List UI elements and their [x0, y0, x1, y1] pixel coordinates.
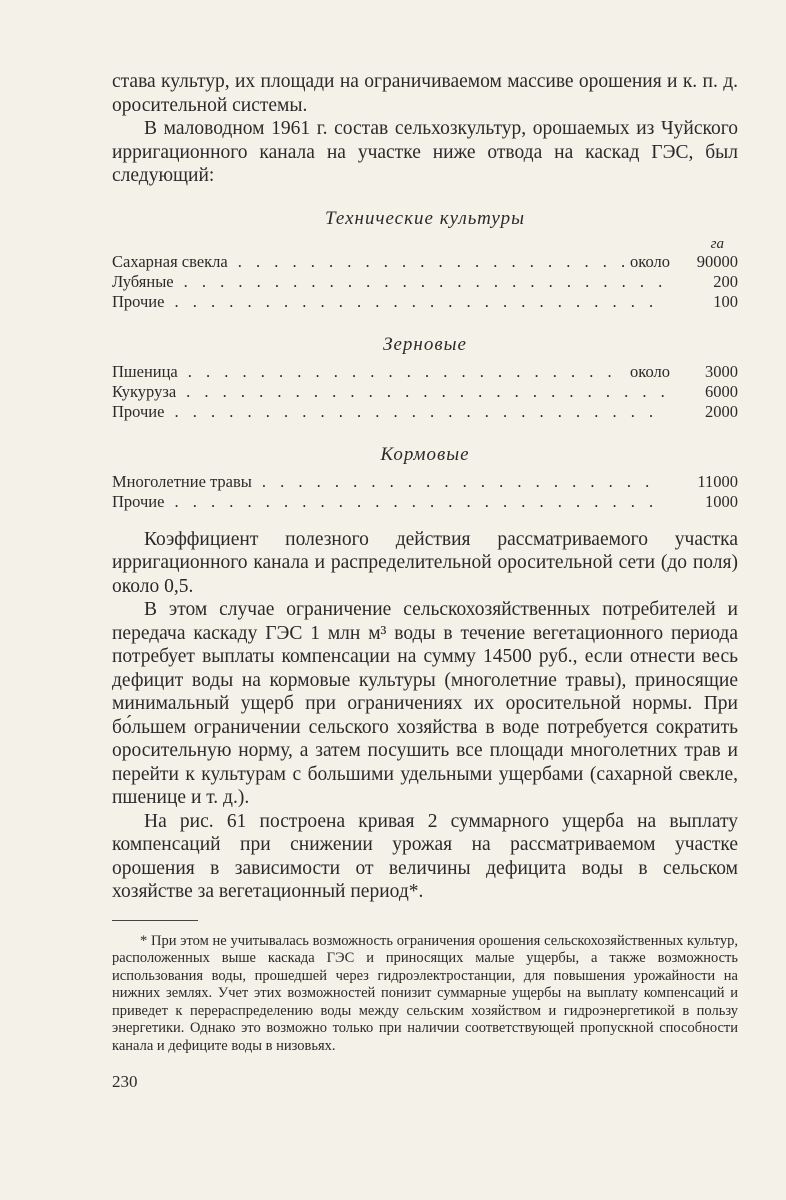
paragraph-figure: На рис. 61 построена кривая 2 суммарного ущерба на выплату компенсаций при снижении урожая на рассматриваемом участке орошения в зависимости от величины дефицита воды в сельском хозяйстве за вегетационный период*.: [112, 810, 738, 902]
crop-area: 90000: [696, 251, 738, 271]
table-technical: [112, 252, 738, 312]
table-row: [112, 272, 738, 292]
dot-leader: [186, 382, 664, 402]
crop-name: Прочие: [112, 491, 165, 511]
dot-leader: [174, 492, 664, 512]
crop-area: 100: [713, 291, 738, 311]
table-row: [112, 402, 738, 422]
dot-leader: [238, 252, 624, 272]
footnote: * При этом не учитывалась возможность ограничения орошения сельскохозяйственных культур, расположенных выше каскада ГЭС и приносящих малые ущербы, а также возможность использования воды, прошедшей через гидроэлектростанции, для повышения урожайности на нижних землях. Учет этих возможностей понизит суммарные ущербы на выплату компенсаций и приведет к перераспределению воды между сельским хозяйством и гидроэнергетикой в пользу энергетики. Однако это возможно только при наличии соответствующей пропускной способности канала и дефиците воды в низовьях.: [112, 932, 738, 1055]
table-row: [112, 362, 738, 382]
paragraph-restriction: В этом случае ограничение сельскохозяйственных потребителей и передача каскаду ГЭС 1 млн м³ воды в течение вегетационного периода потребует выплаты компенсации на сумму 14500 руб., если отнести весь дефицит воды на кормовые культуры (многолетние травы), приносящие минимальный ущерб при ограничениях их оросительной нормы. При бо́льшем ограничении сельского хозяйства в воде потребуется сократить оросительную норму, а затем посушить все площади многолетних трав и перейти к культурам с большими удельными ущербами (сахарной свекле, пшенице и т. д.).: [112, 599, 738, 808]
crop-name: Прочие: [112, 401, 165, 421]
section-title-technical: Технические культуры: [325, 207, 525, 229]
table-row: [112, 492, 738, 512]
table-row: [112, 472, 738, 492]
crop-name: Многолетние травы: [112, 471, 252, 491]
page-number: 230: [112, 1071, 138, 1091]
crop-name: Сахарная свекла: [112, 251, 228, 271]
dot-leader: [174, 402, 664, 422]
footnote-divider: [112, 920, 198, 921]
value-prefix: около: [630, 361, 670, 381]
crop-area: 2000: [705, 401, 738, 421]
page-content: [112, 70, 738, 1092]
crop-name: Кукуруза: [112, 381, 177, 401]
crop-area: 6000: [705, 381, 738, 401]
crop-name: Лубяные: [112, 271, 174, 291]
crop-area: 11000: [697, 471, 738, 491]
table-row: [112, 292, 738, 312]
dot-leader: [184, 272, 664, 292]
table-row: [112, 252, 738, 272]
paragraph-intro: В маловодном 1961 г. состав сельхозкультур, орошаемых из Чуйского ирригационного канала на участке ниже отвода на каскад ГЭС, был следующий:: [112, 118, 738, 186]
crop-area: 3000: [705, 361, 738, 381]
crop-name: Пшеница: [112, 361, 178, 381]
paragraph-intro-continued: става культур, их площади на ограничиваемом массиве орошения и к. п. д. оросительной системы.: [112, 71, 738, 116]
paragraph-efficiency: Коэффициент полезного действия рассматриваемого участка ирригационного канала и распределительной оросительной сети (до поля) около 0,5.: [112, 528, 738, 597]
table-grain: [112, 362, 738, 422]
table-row: [112, 382, 738, 402]
section-title-grain: Зерновые: [383, 333, 467, 355]
crop-area: 1000: [705, 491, 738, 511]
crop-area: 200: [713, 271, 738, 291]
dot-leader: [174, 292, 664, 312]
dot-leader: [262, 472, 664, 492]
unit-label: га: [710, 235, 724, 252]
dot-leader: [188, 362, 624, 382]
crop-name: Прочие: [112, 291, 165, 311]
section-title-fodder: Кормовые: [380, 443, 470, 465]
value-prefix: около: [630, 251, 670, 271]
table-fodder: [112, 472, 738, 512]
